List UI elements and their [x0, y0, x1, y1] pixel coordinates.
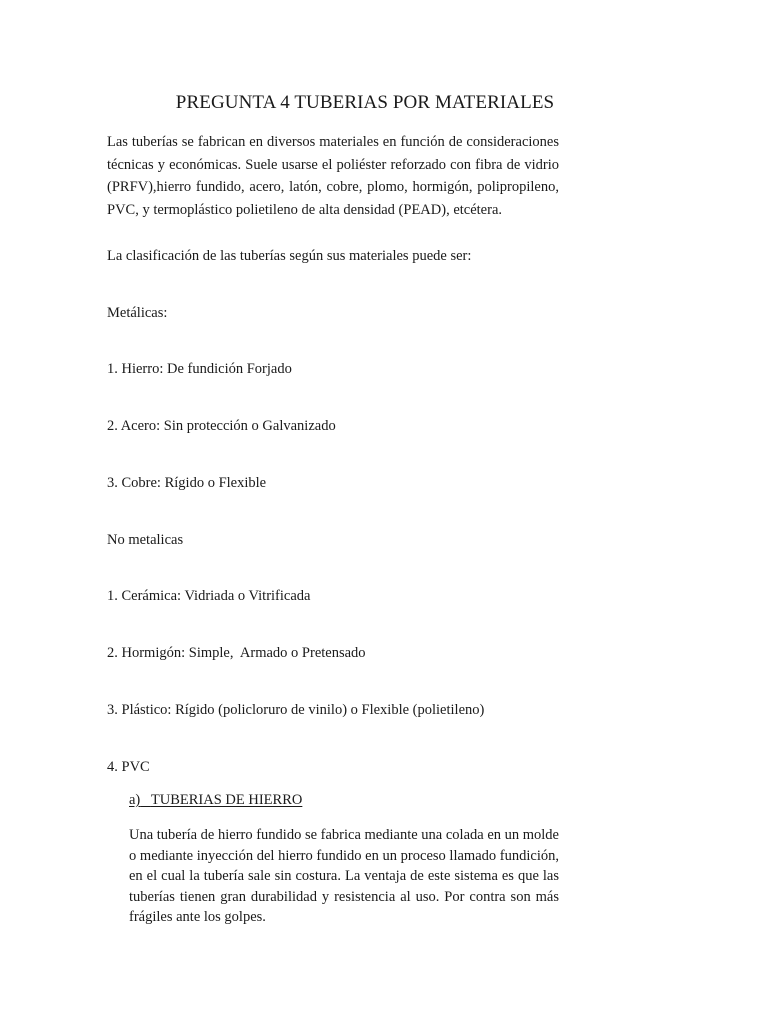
section-a-marker: a): [129, 792, 141, 808]
metallic-item-2: 2. Acero: Sin protección o Galvanizado: [107, 418, 336, 434]
classification-text: La clasificación de las tuberías según sus materiales puede ser:: [107, 248, 472, 264]
section-a-body: Una tubería de hierro fundido se fabrica mediante una colada en un molde o mediante inyección del hierro fundido en un proceso llamado fundición, en el cual la tubería sale sin costura. La ventaja de este sistema es que las tuberías tienen gran durabilidad y resistencia al uso. Por contra son más frágiles ante los golpes.: [129, 827, 559, 926]
section-a-heading: [129, 792, 302, 809]
intro-paragraph: Las tuberías se fabrican en diversos materiales en función de consideraciones técnicas y económicas. Suele usarse el poliéster reforzado con fibra de vidrio (PRFV),hierro fundido, acero, latón, cobre, plomo, hormigón, polipropileno, PVC, y termoplástico polietileno de alta densidad (PEAD), etcétera.: [107, 134, 559, 218]
non-metallic-item-3: 3. Plástico: Rígido (policloruro de vinilo) o Flexible (polietileno): [107, 702, 485, 718]
non-metallic-item-4: 4. PVC: [107, 759, 150, 775]
section-a-title: TUBERIAS DE HIERRO: [150, 792, 303, 808]
page-title: PREGUNTA 4 TUBERIAS POR MATERIALES: [175, 92, 555, 113]
non-metallic-item-1: 1. Cerámica: Vidriada o Vitrificada: [107, 588, 311, 604]
metallic-heading: Metálicas:: [107, 305, 168, 321]
metallic-item-3: 3. Cobre: Rígido o Flexible: [107, 475, 267, 491]
non-metallic-heading: No metalicas: [107, 532, 184, 548]
metallic-item-1: 1. Hierro: De fundición Forjado: [107, 361, 292, 377]
non-metallic-item-2: 2. Hormigón: Simple, Armado o Pretensado: [107, 645, 366, 661]
